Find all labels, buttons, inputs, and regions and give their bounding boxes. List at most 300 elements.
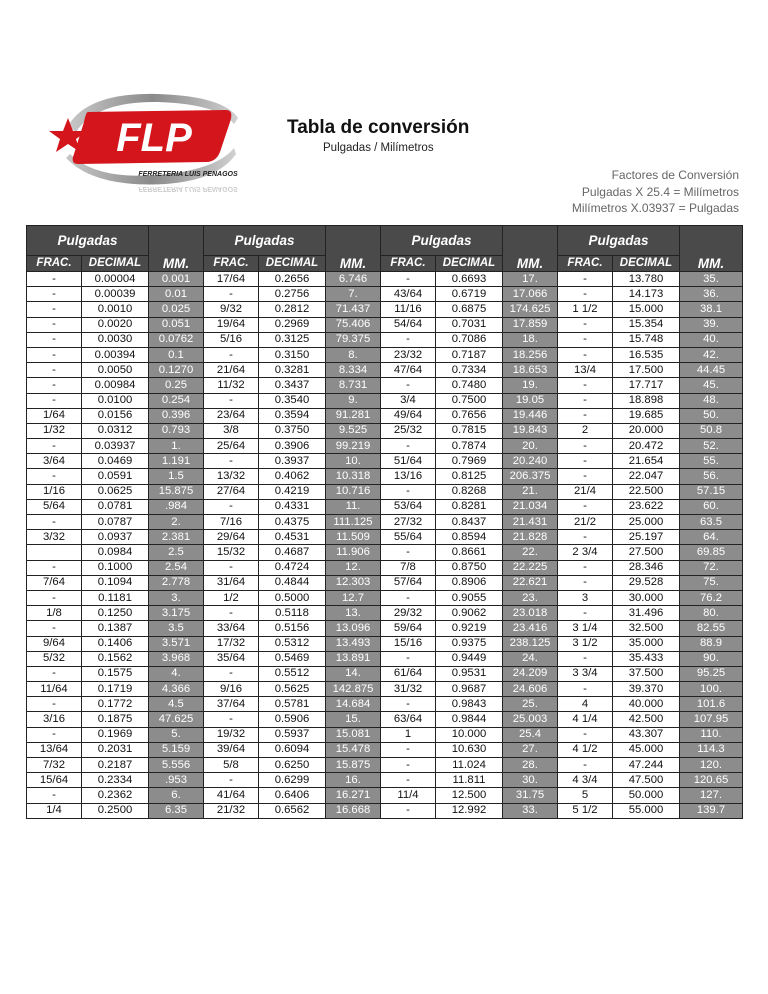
table-row — [27, 469, 743, 484]
frac-cell: - — [27, 515, 82, 530]
mm-cell: 13. — [326, 606, 381, 621]
frac-cell: - — [204, 560, 259, 575]
decimal-cell: 0.0050 — [82, 363, 149, 378]
mm-cell: 45. — [680, 378, 743, 393]
table-row — [27, 727, 743, 742]
mm-cell: 25.003 — [503, 712, 558, 727]
frac-cell: 1/32 — [27, 423, 82, 438]
decimal-cell: 0.8281 — [436, 499, 503, 514]
decimal-cell: 0.4724 — [259, 560, 326, 575]
decimal-cell: 0.1875 — [82, 712, 149, 727]
mm-cell: 4.366 — [149, 682, 204, 697]
frac-cell: 1/16 — [27, 484, 82, 499]
mm-cell: 25.4 — [503, 727, 558, 742]
frac-cell: - — [558, 682, 613, 697]
decimal-cell: 0.6094 — [259, 742, 326, 757]
mm-cell: 25. — [503, 697, 558, 712]
frac-cell: - — [27, 439, 82, 454]
decimal-cell: 20.472 — [613, 439, 680, 454]
mm-cell: 17.066 — [503, 287, 558, 302]
mm-cell: 12.303 — [326, 575, 381, 590]
table-row — [27, 530, 743, 545]
frac-cell: 27/32 — [381, 515, 436, 530]
decimal-cell: 14.173 — [613, 287, 680, 302]
col-header-decimal: DECIMAL — [613, 256, 680, 272]
table-row — [27, 712, 743, 727]
mm-cell: 30. — [503, 773, 558, 788]
frac-cell: 1/4 — [27, 803, 82, 818]
decimal-cell: 18.898 — [613, 393, 680, 408]
decimal-cell: 0.3150 — [259, 347, 326, 362]
decimal-cell: 0.9375 — [436, 636, 503, 651]
frac-cell: - — [558, 378, 613, 393]
decimal-cell: 50.000 — [613, 788, 680, 803]
mm-cell: 1. — [149, 439, 204, 454]
frac-cell: - — [381, 773, 436, 788]
svg-text:FERRETERIA LUIS PENAGOS: FERRETERIA LUIS PENAGOS — [138, 171, 238, 178]
mm-cell: 8. — [326, 347, 381, 362]
page-subtitle: Pulgadas / Milímetros — [323, 142, 434, 154]
decimal-cell: 0.6693 — [436, 272, 503, 287]
frac-cell: - — [558, 408, 613, 423]
frac-cell: - — [204, 666, 259, 681]
decimal-cell: 0.4687 — [259, 545, 326, 560]
decimal-cell: 0.4219 — [259, 484, 326, 499]
frac-cell: 47/64 — [381, 363, 436, 378]
frac-cell: 53/64 — [381, 499, 436, 514]
mm-cell: 8.334 — [326, 363, 381, 378]
frac-cell: 11/32 — [204, 378, 259, 393]
frac-cell: - — [27, 287, 82, 302]
frac-cell: 23/64 — [204, 408, 259, 423]
table-row — [27, 408, 743, 423]
table-row — [27, 560, 743, 575]
frac-cell: 55/64 — [381, 530, 436, 545]
page-title: Tabla de conversión — [287, 117, 470, 138]
table-row — [27, 621, 743, 636]
decimal-cell: 0.0625 — [82, 484, 149, 499]
mm-cell: 13.096 — [326, 621, 381, 636]
group-header-pulgadas: Pulgadas — [204, 226, 326, 256]
mm-cell: 35. — [680, 272, 743, 287]
decimal-cell: 0.1719 — [82, 682, 149, 697]
decimal-cell: 0.4531 — [259, 530, 326, 545]
decimal-cell: 0.9843 — [436, 697, 503, 712]
frac-cell: - — [27, 469, 82, 484]
frac-cell: - — [204, 287, 259, 302]
frac-cell: 9/64 — [27, 636, 82, 651]
frac-cell: - — [27, 302, 82, 317]
frac-cell: 7/64 — [27, 575, 82, 590]
mm-cell: 9. — [326, 393, 381, 408]
decimal-cell: 47.244 — [613, 758, 680, 773]
decimal-cell: 0.0156 — [82, 408, 149, 423]
frac-cell: 61/64 — [381, 666, 436, 681]
mm-cell: 2. — [149, 515, 204, 530]
mm-cell: 79.375 — [326, 332, 381, 347]
conversion-table-body — [27, 272, 743, 819]
decimal-cell: 0.8437 — [436, 515, 503, 530]
mm-cell: 10.318 — [326, 469, 381, 484]
frac-cell: 5/64 — [27, 499, 82, 514]
decimal-cell: 0.1181 — [82, 590, 149, 605]
table-row — [27, 484, 743, 499]
factors-heading: Factores de Conversión — [611, 168, 739, 182]
frac-cell: - — [381, 742, 436, 757]
decimal-cell: 31.496 — [613, 606, 680, 621]
decimal-cell: 0.7815 — [436, 423, 503, 438]
mm-cell: 3. — [149, 590, 204, 605]
decimal-cell: 0.6406 — [259, 788, 326, 803]
decimal-cell: 0.3594 — [259, 408, 326, 423]
decimal-cell: 11.811 — [436, 773, 503, 788]
decimal-cell: 0.0020 — [82, 317, 149, 332]
frac-cell: 3/4 — [381, 393, 436, 408]
frac-cell: - — [27, 697, 82, 712]
decimal-cell: 23.622 — [613, 499, 680, 514]
frac-cell: 3/16 — [27, 712, 82, 727]
mm-cell: 80. — [680, 606, 743, 621]
decimal-cell: 0.9062 — [436, 606, 503, 621]
frac-cell: 33/64 — [204, 621, 259, 636]
table-row — [27, 332, 743, 347]
group-header-pulgadas: Pulgadas — [381, 226, 503, 256]
mm-cell: 0.25 — [149, 378, 204, 393]
group-header-row — [27, 226, 743, 256]
table-row — [27, 651, 743, 666]
frac-cell: - — [381, 697, 436, 712]
decimal-cell: 15.748 — [613, 332, 680, 347]
decimal-cell: 0.1575 — [82, 666, 149, 681]
decimal-cell: 0.2969 — [259, 317, 326, 332]
table-row — [27, 393, 743, 408]
frac-cell: 11/16 — [381, 302, 436, 317]
decimal-cell: 0.2500 — [82, 803, 149, 818]
table-row — [27, 515, 743, 530]
frac-cell: - — [27, 393, 82, 408]
mm-cell: 36. — [680, 287, 743, 302]
mm-cell: 6. — [149, 788, 204, 803]
mm-cell: 238.125 — [503, 636, 558, 651]
decimal-cell: 0.9844 — [436, 712, 503, 727]
decimal-cell: 0.4331 — [259, 499, 326, 514]
mm-cell: .953 — [149, 773, 204, 788]
col-header-mm: MM. — [503, 226, 558, 272]
frac-cell: 31/32 — [381, 682, 436, 697]
frac-cell: - — [204, 393, 259, 408]
frac-cell: - — [381, 758, 436, 773]
decimal-cell: 0.9219 — [436, 621, 503, 636]
mm-cell: 63.5 — [680, 515, 743, 530]
frac-cell: 4 1/2 — [558, 742, 613, 757]
mm-cell: 127. — [680, 788, 743, 803]
frac-cell: 5/32 — [27, 651, 82, 666]
frac-cell: 3/64 — [27, 454, 82, 469]
mm-cell: .984 — [149, 499, 204, 514]
mm-cell: 107.95 — [680, 712, 743, 727]
decimal-cell: 47.500 — [613, 773, 680, 788]
decimal-cell: 29.528 — [613, 575, 680, 590]
mm-cell: 21.431 — [503, 515, 558, 530]
mm-cell: 16. — [326, 773, 381, 788]
mm-cell: 15.875 — [326, 758, 381, 773]
mm-cell: 17.859 — [503, 317, 558, 332]
table-row — [27, 347, 743, 362]
frac-cell: 7/16 — [204, 515, 259, 530]
decimal-cell: 0.5312 — [259, 636, 326, 651]
decimal-cell: 39.370 — [613, 682, 680, 697]
frac-cell: 54/64 — [381, 317, 436, 332]
frac-cell: - — [27, 332, 82, 347]
mm-cell: 56. — [680, 469, 743, 484]
mm-cell: 82.55 — [680, 621, 743, 636]
decimal-cell: 0.9449 — [436, 651, 503, 666]
mm-cell: 20.240 — [503, 454, 558, 469]
mm-cell: 16.668 — [326, 803, 381, 818]
decimal-cell: 0.8661 — [436, 545, 503, 560]
frac-cell: - — [204, 712, 259, 727]
col-header-decimal: DECIMAL — [259, 256, 326, 272]
frac-cell: 37/64 — [204, 697, 259, 712]
decimal-cell: 22.047 — [613, 469, 680, 484]
mm-cell: 99.219 — [326, 439, 381, 454]
mm-cell: 22.225 — [503, 560, 558, 575]
frac-cell: - — [204, 454, 259, 469]
mm-cell: 22.621 — [503, 575, 558, 590]
frac-cell: - — [204, 499, 259, 514]
frac-cell: 23/32 — [381, 347, 436, 362]
mm-cell: 11.509 — [326, 530, 381, 545]
frac-cell: 25/64 — [204, 439, 259, 454]
mm-cell: 31.75 — [503, 788, 558, 803]
decimal-cell: 0.0984 — [82, 545, 149, 560]
decimal-cell: 42.500 — [613, 712, 680, 727]
col-header-mm: MM. — [326, 226, 381, 272]
frac-cell: - — [27, 378, 82, 393]
frac-cell: 21/4 — [558, 484, 613, 499]
col-header-decimal: DECIMAL — [436, 256, 503, 272]
frac-cell: - — [558, 727, 613, 742]
mm-cell: 69.85 — [680, 545, 743, 560]
table-row — [27, 378, 743, 393]
decimal-cell: 0.5906 — [259, 712, 326, 727]
decimal-cell: 40.000 — [613, 697, 680, 712]
mm-cell: 21.828 — [503, 530, 558, 545]
frac-cell: - — [558, 606, 613, 621]
conversion-table — [26, 225, 743, 819]
mm-cell: 15.875 — [149, 484, 204, 499]
table-row — [27, 788, 743, 803]
mm-cell: 33. — [503, 803, 558, 818]
decimal-cell: 0.2656 — [259, 272, 326, 287]
decimal-cell: 0.0591 — [82, 469, 149, 484]
decimal-cell: 0.5118 — [259, 606, 326, 621]
decimal-cell: 45.000 — [613, 742, 680, 757]
table-row — [27, 666, 743, 681]
decimal-cell: 16.535 — [613, 347, 680, 362]
mm-cell: 11.906 — [326, 545, 381, 560]
frac-cell: - — [381, 332, 436, 347]
frac-cell: 3 3/4 — [558, 666, 613, 681]
frac-cell: - — [558, 499, 613, 514]
frac-cell: - — [558, 287, 613, 302]
table-row — [27, 636, 743, 651]
frac-cell: 43/64 — [381, 287, 436, 302]
decimal-cell: 0.00394 — [82, 347, 149, 362]
mm-cell: 95.25 — [680, 666, 743, 681]
table-row — [27, 545, 743, 560]
table-row — [27, 454, 743, 469]
decimal-cell: 25.000 — [613, 515, 680, 530]
frac-cell: 1 1/2 — [558, 302, 613, 317]
mm-cell: 11. — [326, 499, 381, 514]
frac-cell: 1/8 — [27, 606, 82, 621]
mm-cell: 20. — [503, 439, 558, 454]
decimal-cell: 0.2756 — [259, 287, 326, 302]
mm-cell: 90. — [680, 651, 743, 666]
mm-cell: 24. — [503, 651, 558, 666]
mm-cell: 55. — [680, 454, 743, 469]
decimal-cell: 0.6299 — [259, 773, 326, 788]
mm-cell: 13.891 — [326, 651, 381, 666]
decimal-cell: 0.5781 — [259, 697, 326, 712]
decimal-cell: 0.7656 — [436, 408, 503, 423]
frac-cell: 17/32 — [204, 636, 259, 651]
mm-cell: 64. — [680, 530, 743, 545]
frac-cell: 9/32 — [204, 302, 259, 317]
frac-cell: - — [27, 727, 82, 742]
decimal-cell: 0.2187 — [82, 758, 149, 773]
table-row — [27, 272, 743, 287]
frac-cell: - — [558, 439, 613, 454]
table-row — [27, 317, 743, 332]
mm-cell: 52. — [680, 439, 743, 454]
decimal-cell: 0.3750 — [259, 423, 326, 438]
mm-cell: 75.406 — [326, 317, 381, 332]
frac-cell: 63/64 — [381, 712, 436, 727]
decimal-cell: 0.6250 — [259, 758, 326, 773]
mm-cell: 5.556 — [149, 758, 204, 773]
mm-cell: 142.875 — [326, 682, 381, 697]
frac-cell: - — [204, 773, 259, 788]
column-header-row — [27, 256, 743, 272]
mm-cell: 19.843 — [503, 423, 558, 438]
mm-cell: 23.416 — [503, 621, 558, 636]
decimal-cell: 0.7187 — [436, 347, 503, 362]
mm-cell: 10.716 — [326, 484, 381, 499]
mm-cell: 2.54 — [149, 560, 204, 575]
frac-cell: 9/16 — [204, 682, 259, 697]
mm-cell: 0.01 — [149, 287, 204, 302]
mm-cell: 0.1 — [149, 347, 204, 362]
frac-cell — [27, 545, 82, 560]
decimal-cell: 0.00004 — [82, 272, 149, 287]
svg-text:FERRETERIA LUIS PENAGOS: FERRETERIA LUIS PENAGOS — [138, 185, 238, 192]
mm-cell: 38.1 — [680, 302, 743, 317]
decimal-cell: 0.5937 — [259, 727, 326, 742]
frac-cell: 3/8 — [204, 423, 259, 438]
decimal-cell: 17.500 — [613, 363, 680, 378]
frac-cell: - — [381, 484, 436, 499]
mm-cell: 19.05 — [503, 393, 558, 408]
mm-cell: 1.191 — [149, 454, 204, 469]
mm-cell: 3.968 — [149, 651, 204, 666]
mm-cell: 13.493 — [326, 636, 381, 651]
mm-cell: 114.3 — [680, 742, 743, 757]
mm-cell: 50. — [680, 408, 743, 423]
frac-cell: 15/64 — [27, 773, 82, 788]
mm-cell: 0.001 — [149, 272, 204, 287]
frac-cell: 5 — [558, 788, 613, 803]
decimal-cell: 17.717 — [613, 378, 680, 393]
frac-cell: - — [27, 347, 82, 362]
mm-cell: 39. — [680, 317, 743, 332]
mm-cell: 6.35 — [149, 803, 204, 818]
col-header-decimal: DECIMAL — [82, 256, 149, 272]
frac-cell: 3/32 — [27, 530, 82, 545]
mm-cell: 21.034 — [503, 499, 558, 514]
frac-cell: 2 — [558, 423, 613, 438]
decimal-cell: 12.992 — [436, 803, 503, 818]
decimal-cell: 13.780 — [613, 272, 680, 287]
mm-cell: 18.653 — [503, 363, 558, 378]
frac-cell: 49/64 — [381, 408, 436, 423]
frac-cell: - — [558, 469, 613, 484]
frac-cell: - — [381, 651, 436, 666]
frac-cell: - — [27, 317, 82, 332]
frac-cell: 59/64 — [381, 621, 436, 636]
frac-cell: 15/32 — [204, 545, 259, 560]
mm-cell: 3.5 — [149, 621, 204, 636]
decimal-cell: 55.000 — [613, 803, 680, 818]
decimal-cell: 37.500 — [613, 666, 680, 681]
decimal-cell: 0.8750 — [436, 560, 503, 575]
table-row — [27, 697, 743, 712]
decimal-cell: 0.2812 — [259, 302, 326, 317]
frac-cell: - — [558, 758, 613, 773]
frac-cell: 21/32 — [204, 803, 259, 818]
col-header-frac: FRAC. — [27, 256, 82, 272]
frac-cell: 4 — [558, 697, 613, 712]
decimal-cell: 0.3281 — [259, 363, 326, 378]
decimal-cell: 0.9531 — [436, 666, 503, 681]
decimal-cell: 27.500 — [613, 545, 680, 560]
mm-cell: 0.025 — [149, 302, 204, 317]
frac-cell: - — [381, 439, 436, 454]
frac-cell: 13/32 — [204, 469, 259, 484]
frac-cell: 5/8 — [204, 758, 259, 773]
decimal-cell: 0.0030 — [82, 332, 149, 347]
factor-mm-to-inches: Milímetros X.03937 = Pulgadas — [571, 201, 739, 215]
frac-cell: 3 1/2 — [558, 636, 613, 651]
frac-cell: - — [381, 803, 436, 818]
decimal-cell: 0.6562 — [259, 803, 326, 818]
frac-cell: - — [27, 621, 82, 636]
mm-cell: 28. — [503, 758, 558, 773]
mm-cell: 57.15 — [680, 484, 743, 499]
frac-cell: - — [381, 378, 436, 393]
frac-cell: - — [558, 651, 613, 666]
frac-cell: - — [558, 454, 613, 469]
frac-cell: 5 1/2 — [558, 803, 613, 818]
decimal-cell: 0.6719 — [436, 287, 503, 302]
decimal-cell: 0.9055 — [436, 590, 503, 605]
decimal-cell: 0.1094 — [82, 575, 149, 590]
group-header-pulgadas: Pulgadas — [558, 226, 680, 256]
mm-cell: 5. — [149, 727, 204, 742]
mm-cell: 0.396 — [149, 408, 204, 423]
frac-cell: 39/64 — [204, 742, 259, 757]
